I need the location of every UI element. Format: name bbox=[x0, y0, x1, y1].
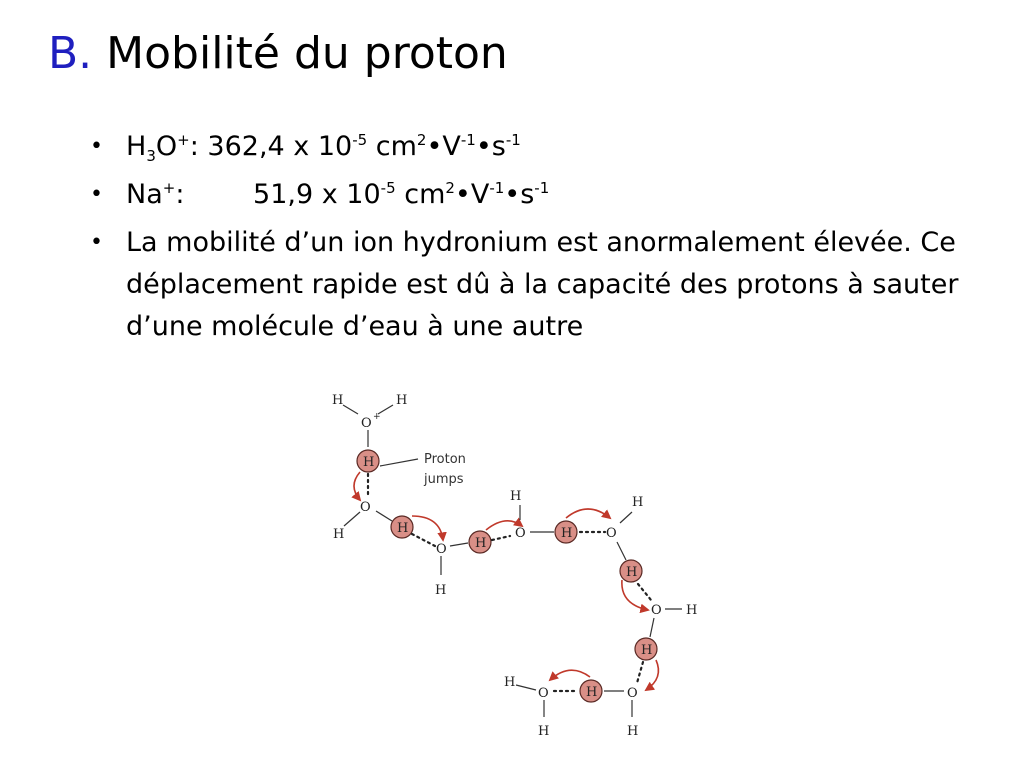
svg-text:H: H bbox=[538, 724, 550, 739]
svg-text:H: H bbox=[641, 643, 653, 658]
svg-text:+: + bbox=[373, 412, 381, 422]
svg-text:O: O bbox=[606, 526, 617, 541]
svg-text:H: H bbox=[627, 724, 639, 739]
slide-title bbox=[48, 26, 508, 82]
svg-text:O: O bbox=[515, 526, 526, 541]
svg-text:H: H bbox=[632, 495, 644, 510]
svg-text:H: H bbox=[333, 527, 345, 542]
svg-text:H: H bbox=[626, 565, 638, 580]
svg-text:H: H bbox=[475, 536, 487, 551]
bullet-h3o: • $H_3O^+$: 362,4 x $10^{-5}$ $cm^2•V^{-1}•s^{-1}$ bbox=[88, 126, 968, 168]
svg-text:H: H bbox=[561, 526, 573, 541]
svg-text:O: O bbox=[361, 416, 372, 431]
svg-text:H: H bbox=[332, 393, 344, 408]
svg-text:H: H bbox=[510, 489, 522, 504]
diagram-label-proton: Proton bbox=[424, 452, 466, 467]
svg-text:H: H bbox=[363, 455, 375, 470]
h3o-value: 362,4 x 10 bbox=[207, 131, 353, 162]
diagram-label-jumps: jumps bbox=[424, 472, 464, 487]
proton-jump-diagram bbox=[300, 380, 720, 750]
svg-text:H: H bbox=[504, 675, 516, 690]
bullet-list bbox=[88, 126, 968, 354]
svg-text:O: O bbox=[538, 686, 549, 701]
svg-text:O: O bbox=[360, 500, 371, 515]
svg-text:O: O bbox=[436, 542, 447, 557]
svg-text:O: O bbox=[651, 603, 662, 618]
svg-text:H: H bbox=[586, 685, 598, 700]
na-value: 51,9 x 10 bbox=[253, 179, 381, 210]
svg-text:O: O bbox=[627, 686, 638, 701]
svg-text:H: H bbox=[435, 583, 447, 598]
bullet-dot-icon: • bbox=[90, 134, 103, 159]
svg-text:H: H bbox=[397, 521, 409, 536]
bullet-na: • Na+: 51,9 x $10^{-5}$ $cm^2•V^{-1}•s^{-1}$ bbox=[88, 174, 968, 216]
title-text: Mobilité du proton bbox=[106, 28, 508, 79]
bullet-dot-icon: • bbox=[90, 230, 103, 255]
bullet-dot-icon: • bbox=[90, 182, 103, 207]
svg-text:H: H bbox=[396, 393, 408, 408]
svg-text:H: H bbox=[686, 603, 698, 618]
bullet-explanation: • La mobilité d’un ion hydronium est anormalement élevée. Ce déplacement rapide est dû à la capacité des protons à sauter d’une molécule d’eau à une autre bbox=[88, 222, 968, 348]
section-letter: B. bbox=[48, 28, 93, 79]
